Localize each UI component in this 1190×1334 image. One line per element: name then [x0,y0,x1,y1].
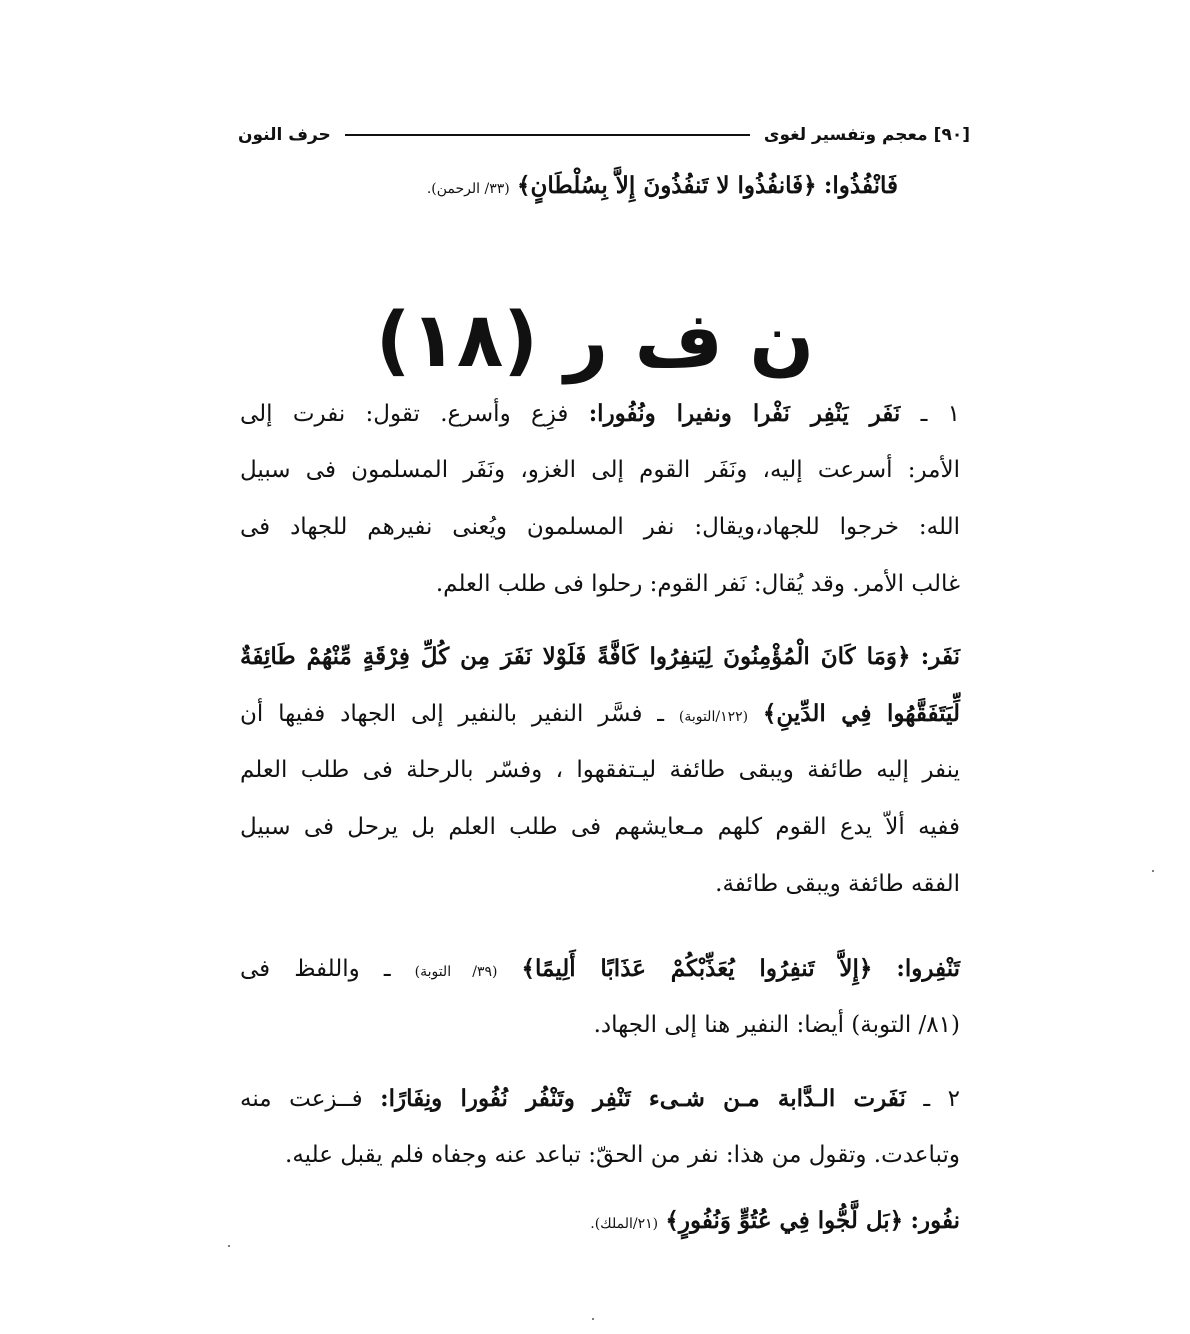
headword: تَنْفِروا: [896,955,961,982]
definition-text: فزِع وأسرع. تقول: نفرت إلى [240,401,569,427]
text-line: ينفر إليه طائفة ويبقى طائفة ليـتفقهوا ، وفسّر بالرحلة فى طلب العلم [240,757,960,783]
headword: نفُور: [910,1207,960,1234]
definition-1 [240,385,960,613]
text-line [240,385,960,442]
page-number: [٩٠] [933,125,970,145]
quran-quote: لِّيَتَفَقَّهُوا فِي الدِّينِ﴾ [762,700,961,727]
header-rule [345,134,750,136]
scan-speck [228,1245,230,1247]
verse-ref: (١٢٢/التوبة) [678,709,749,725]
usage-nufur [240,1192,960,1249]
text-line [240,1070,960,1127]
definition-2 [240,1070,960,1184]
text-line: الله: خرجوا للجهاد،ويقال: نفر المسلمون ويُعنى نفيرهم للجهاد فى [240,514,960,540]
text-line [240,685,960,742]
text-line [240,940,960,997]
headword: نَفَر يَنْفِر نَفْرا ونفيرا ونُفُورا: [588,400,901,427]
quran-quote: ﴿فَانفُذُوا لا تَنفُذُونَ إِلاَّ بِسُلْطَانٍ﴾ [517,172,817,199]
definition-text: فــزعت منه [240,1086,363,1112]
text-line: ففيه ألاّ يدع القوم كلهم مـعايشهم فى طلب العلم بل يرحل فى سبيل [240,814,960,840]
text-line: (٨١/ التوبة) أيضا: النفير هنا إلى الجهاد. [593,1012,960,1038]
item-number: ٢ ـ [923,1086,960,1112]
item-number: ١ ـ [920,401,960,427]
usage-nafar [240,628,960,913]
book-title: معجم وتفسير لغوى [763,125,928,145]
text-line: وتباعدت. وتقول من هذا: نفر من الحقّ: تباعد عنه وجفاه فلم يقبل عليه. [285,1142,960,1168]
root-heading: ن ف ر (١٨) [375,295,815,384]
quran-quote: ﴿بَل لَّجُّوا فِي عُتُوٍّ وَنُفُورٍ﴾ [665,1207,904,1234]
commentary-text: ـ واللفظ فى [240,956,391,982]
chapter-title: حرف النون [238,125,331,145]
verse-ref: (٢١/الملك). [590,1216,659,1232]
quran-quote: ﴿وَمَا كَانَ الْمُؤْمِنُونَ لِيَنفِرُوا كَافَّةً فَلَوْلا نَفَرَ مِن كُلِّ فِرْقَةٍ مِّنْهُمْ طَائِفَةٌ [240,643,911,670]
text-line: الأمر: أسرعت إليه، ونَفَر القوم إلى الغزو، ونَفَر المسلمون فى سبيل [240,457,960,483]
headword: نَفَرت الـدَّابة مـن شـىء تَنْفِر وتَنْفُر نُفُورا ونِفَارًا: [380,1085,906,1112]
verse-ref: (٣٣/ الرحمن). [426,181,510,197]
headword: نَفَر: [920,643,960,670]
entry-word: فَانْفُذُوا: [823,172,898,199]
text-line: الفقه طائفة ويبقى طائفة. [715,871,960,897]
verse-ref: (٣٩/ التوبة) [414,964,498,980]
quran-quote: ﴿إِلاَّ تَنفِرُوا يُعَذِّبْكُمْ عَذَابًا أَلِيمًا﴾ [521,955,873,982]
usage-tanfiru [240,940,960,1054]
carryover-entry [427,172,898,199]
running-header [238,118,970,152]
commentary-text: ـ فسَّر النفير بالنفير إلى الجهاد ففيها أن [240,701,665,727]
scan-speck [1152,870,1154,872]
text-line: غالب الأمر. وقد يُقال: نَفر القوم: رحلوا فى طلب العلم. [435,571,960,597]
text-line [240,628,960,685]
text-line [240,1192,960,1249]
scan-speck [592,1318,594,1320]
